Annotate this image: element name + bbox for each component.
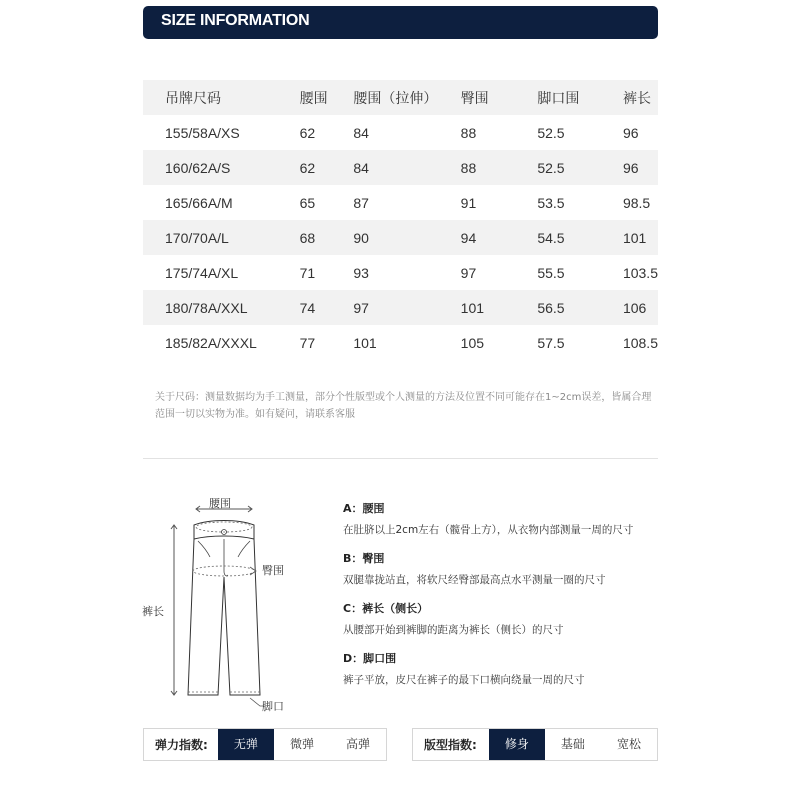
table-cell: 77 <box>299 334 316 351</box>
table-header-row <box>143 80 658 115</box>
table-cell: 88 <box>461 150 524 185</box>
desc-waist <box>343 500 663 537</box>
table-cell: 185/82A/XXXL <box>165 334 257 351</box>
table-cell: 101 <box>461 290 524 325</box>
header-hem: 脚口围 <box>523 80 617 115</box>
diagram-hip-label: 臀围 <box>262 564 284 577</box>
table-cell: 98.5 <box>622 194 651 211</box>
note-line-2: 范围一切以实物为准。如有疑问，请联系客服 <box>155 409 355 420</box>
table-cell: 65 <box>299 194 316 211</box>
table-cell: 74 <box>300 290 354 325</box>
table-cell: 62 <box>300 150 354 185</box>
table-cell: 52.5 <box>537 124 565 141</box>
table-cell: 88 <box>460 124 477 141</box>
table-cell: 106 <box>617 290 658 325</box>
note-line-1: 关于尺码：测量数据均为手工测量，部分个性版型或个人测量的方法及位置不同可能存在1~2cm误差，皆属合理 <box>155 392 652 403</box>
diagram-length-label: 裤长 <box>142 605 164 618</box>
pants-diagram <box>140 495 300 724</box>
header-waist: 腰围 <box>300 80 354 115</box>
fit-index <box>412 728 658 761</box>
elasticity-option-none: 无弹 <box>218 729 274 760</box>
pants-outline-icon <box>140 495 300 720</box>
table-row <box>143 220 658 255</box>
table-cell: 94 <box>461 220 524 255</box>
table-cell: 93 <box>353 264 369 281</box>
table-cell: 180/78A/XXL <box>143 290 300 325</box>
table-cell: 175/74A/XL <box>165 264 239 281</box>
desc-hem-text: 裤子平放，皮尺在裤子的最下口横向绕量一周的尺寸 <box>343 674 585 686</box>
table-cell: 87 <box>353 194 369 211</box>
table-cell: 103.5 <box>622 264 658 281</box>
fit-label: 版型指数: <box>424 738 477 752</box>
table-row <box>143 150 658 185</box>
table-cell: 160/62A/S <box>143 150 300 185</box>
table-cell: 52.5 <box>523 150 617 185</box>
desc-waist-text: 在肚脐以上2cm左右（髋骨上方），从衣物内部测量一周的尺寸 <box>343 524 634 536</box>
diagram-waist-label: 腰围 <box>209 497 231 510</box>
table-cell: 84 <box>353 150 460 185</box>
fit-option-loose: 宽松 <box>616 737 641 751</box>
header-tag-size: 吊牌尺码 <box>143 80 300 115</box>
header-length: 裤长 <box>617 80 658 115</box>
table-cell: 62 <box>299 124 316 141</box>
table-cell: 84 <box>353 124 369 141</box>
header-waist-stretched: 腰围（拉伸） <box>353 80 460 115</box>
desc-length <box>343 600 663 637</box>
table-cell: 96 <box>622 124 639 141</box>
table-cell: 101 <box>617 220 658 255</box>
table-cell: 96 <box>617 150 658 185</box>
table-cell: 105 <box>460 334 485 351</box>
size-note <box>155 389 660 423</box>
table-row <box>143 185 658 220</box>
table-cell: 101 <box>353 334 377 351</box>
table-cell: 170/70A/L <box>143 220 300 255</box>
table-cell: 97 <box>460 264 477 281</box>
elasticity-index <box>143 728 387 761</box>
table-row <box>143 115 658 150</box>
table-cell: 90 <box>353 220 460 255</box>
table-cell: 71 <box>299 264 316 281</box>
table-row <box>143 325 658 360</box>
elasticity-option-slight: 微弹 <box>289 737 314 751</box>
table-row <box>143 290 658 325</box>
size-table <box>143 80 658 360</box>
table-cell: 53.5 <box>537 194 565 211</box>
header-hip: 臀围 <box>461 80 524 115</box>
fit-option-regular: 基础 <box>560 737 585 751</box>
banner-title: SIZE INFORMATION <box>161 12 310 29</box>
table-cell: 57.5 <box>537 334 565 351</box>
table-body <box>143 115 658 360</box>
desc-hip-title: B：臀围 <box>343 552 385 565</box>
table-cell: 91 <box>460 194 477 211</box>
diagram-hem-label: 脚口 <box>262 700 284 713</box>
desc-length-title: C：裤长（侧长） <box>343 602 429 615</box>
table-cell: 165/66A/M <box>165 194 233 211</box>
desc-hip-text: 双腿靠拢站直，将软尺经臀部最高点水平测量一圈的尺寸 <box>343 574 606 586</box>
fit-option-slim: 修身 <box>489 729 545 760</box>
desc-hip <box>343 550 663 587</box>
section-divider <box>143 458 658 459</box>
desc-waist-title: A：腰围 <box>343 502 385 515</box>
elasticity-label: 弹力指数: <box>155 738 208 752</box>
table-row <box>143 255 658 290</box>
desc-hem-title: D：脚口围 <box>343 652 397 665</box>
table-cell: 56.5 <box>523 290 617 325</box>
section-banner <box>143 6 658 39</box>
table-cell: 108.5 <box>622 334 658 351</box>
desc-hem <box>343 650 663 687</box>
table-cell: 68 <box>300 220 354 255</box>
table-cell: 155/58A/XS <box>165 124 240 141</box>
table-cell: 55.5 <box>537 264 565 281</box>
elasticity-option-high: 高弹 <box>345 737 370 751</box>
desc-length-text: 从腰部开始到裤脚的距离为裤长（侧长）的尺寸 <box>343 624 564 636</box>
table-cell: 54.5 <box>523 220 617 255</box>
table-cell: 97 <box>353 290 460 325</box>
